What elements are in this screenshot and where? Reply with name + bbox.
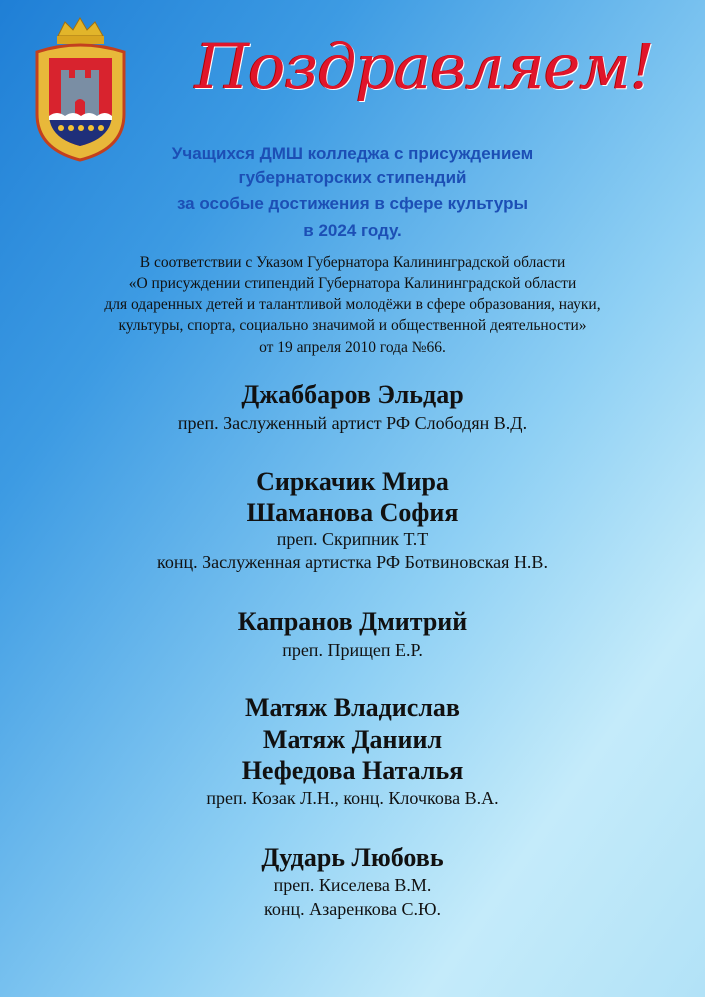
heading-line: за особые достижения в сфере культуры [176,194,529,213]
decree-text: культуры, спорта, социально значимой и общественной деятельности» [118,317,587,334]
heading-line: губернаторских стипендий [238,168,467,187]
student-name: Матяж Владислав [245,693,460,722]
decree-text: от 19 апреля 2010 года №66. [259,339,446,356]
student-name: Капранов Дмитрий [237,607,468,636]
student-name: Матяж Даниил [262,725,443,754]
coat-of-arms-emblem [33,14,128,164]
heading-line: Учащихся ДМШ колледжа с присуждением [171,144,534,163]
decree-text: В соответствии с Указом Губернатора Калининградской области [139,254,566,271]
teacher-note: преп. Прищеп Е.Р. [282,640,423,660]
decree-text: «О присуждении стипендий Губернатора Калининградской области [128,275,577,292]
teacher-note: конц. Азаренкова С.Ю. [264,899,441,919]
student-name: Джаббаров Эльдар [241,380,464,409]
teacher-note: преп. Заслуженный артист РФ Слободян В.Д. [177,413,528,433]
student-name: Сиркачик Мира [256,467,449,496]
teacher-note: преп. Козак Л.Н., конц. Клочкова В.А. [206,788,499,808]
teacher-note: конц. Заслуженная артистка РФ Ботвиновская Н.В. [157,552,548,572]
greeting-title: Поздравляем! [195,30,654,103]
student-name: Шаманова София [246,498,459,527]
student-name: Дударь Любовь [261,843,444,872]
decree-text: для одаренных детей и талантливой молодёжи в сфере образования, науки, [104,296,601,313]
teacher-note: преп. Киселева В.М. [273,875,432,895]
student-name: Нефедова Наталья [241,756,464,785]
heading-line: в 2024 году. [303,221,402,240]
teacher-note: преп. Скрипник Т.Т [276,529,429,549]
